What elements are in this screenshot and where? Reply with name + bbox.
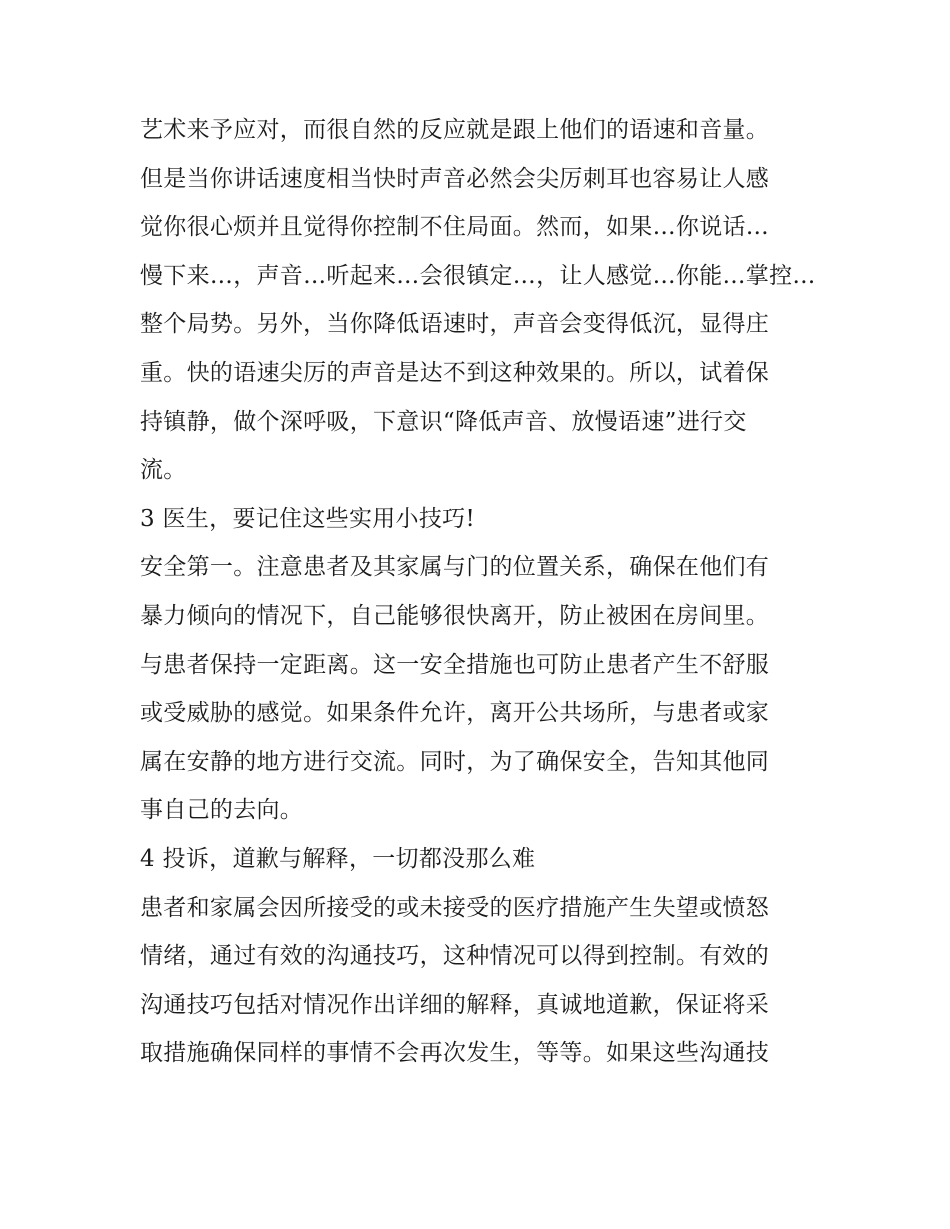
text-line: 情绪，通过有效的沟通技巧，这种情况可以得到控制。有效的	[140, 943, 770, 970]
text-line: 取措施确保同样的事情不会再次发生，等等。如果这些沟通技	[140, 1040, 770, 1067]
text-line: 安全第一。注意患者及其家属与门的位置关系，确保在他们有	[140, 554, 770, 581]
text-line: 觉你很心烦并且觉得你控制不住局面。然而，如果…你说话…	[140, 214, 770, 241]
text-line: 持镇静，做个深呼吸，下意识“降低声音、放慢语速”进行交	[140, 408, 747, 435]
text-line: 暴力倾向的情况下，自己能够很快离开，防止被困在房间里。	[140, 602, 770, 629]
text-line: 事自己的去向。	[140, 797, 304, 824]
section-heading: 3 医生，要记住这些实用小技巧!	[140, 505, 475, 532]
text-line: 沟通技巧包括对情况作出详细的解释，真诚地道歉，保证将采	[140, 991, 770, 1018]
text-line: 或受威胁的感觉。如果条件允许，离开公共场所，与患者或家	[140, 700, 770, 727]
text-line: 流。	[140, 457, 187, 484]
text-line: 艺术来予应对，而很自然的反应就是跟上他们的语速和音量。	[140, 117, 770, 143]
text-line: 与患者保持一定距离。这一安全措施也可防止患者产生不舒服	[140, 651, 770, 678]
section-heading: 4 投诉，道歉与解释，一切都没那么难	[140, 845, 536, 872]
text-line: 属在安静的地方进行交流。同时，为了确保安全，告知其他同	[140, 748, 770, 775]
text-line: 慢下来…，声音…听起来…会很镇定…，让人感觉…你能…掌控…	[140, 262, 816, 289]
text-line: 但是当你讲话速度相当快时声音必然会尖厉刺耳也容易让人感	[140, 165, 770, 192]
text-line: 患者和家属会因所接受的或未接受的医疗措施产生失望或愤怒	[140, 894, 770, 921]
text-line: 重。快的语速尖厉的声音是达不到这种效果的。所以，试着保	[140, 359, 770, 386]
document-page	[140, 106, 820, 1078]
text-line: 整个局势。另外，当你降低语速时，声音会变得低沉，显得庄	[140, 311, 770, 338]
